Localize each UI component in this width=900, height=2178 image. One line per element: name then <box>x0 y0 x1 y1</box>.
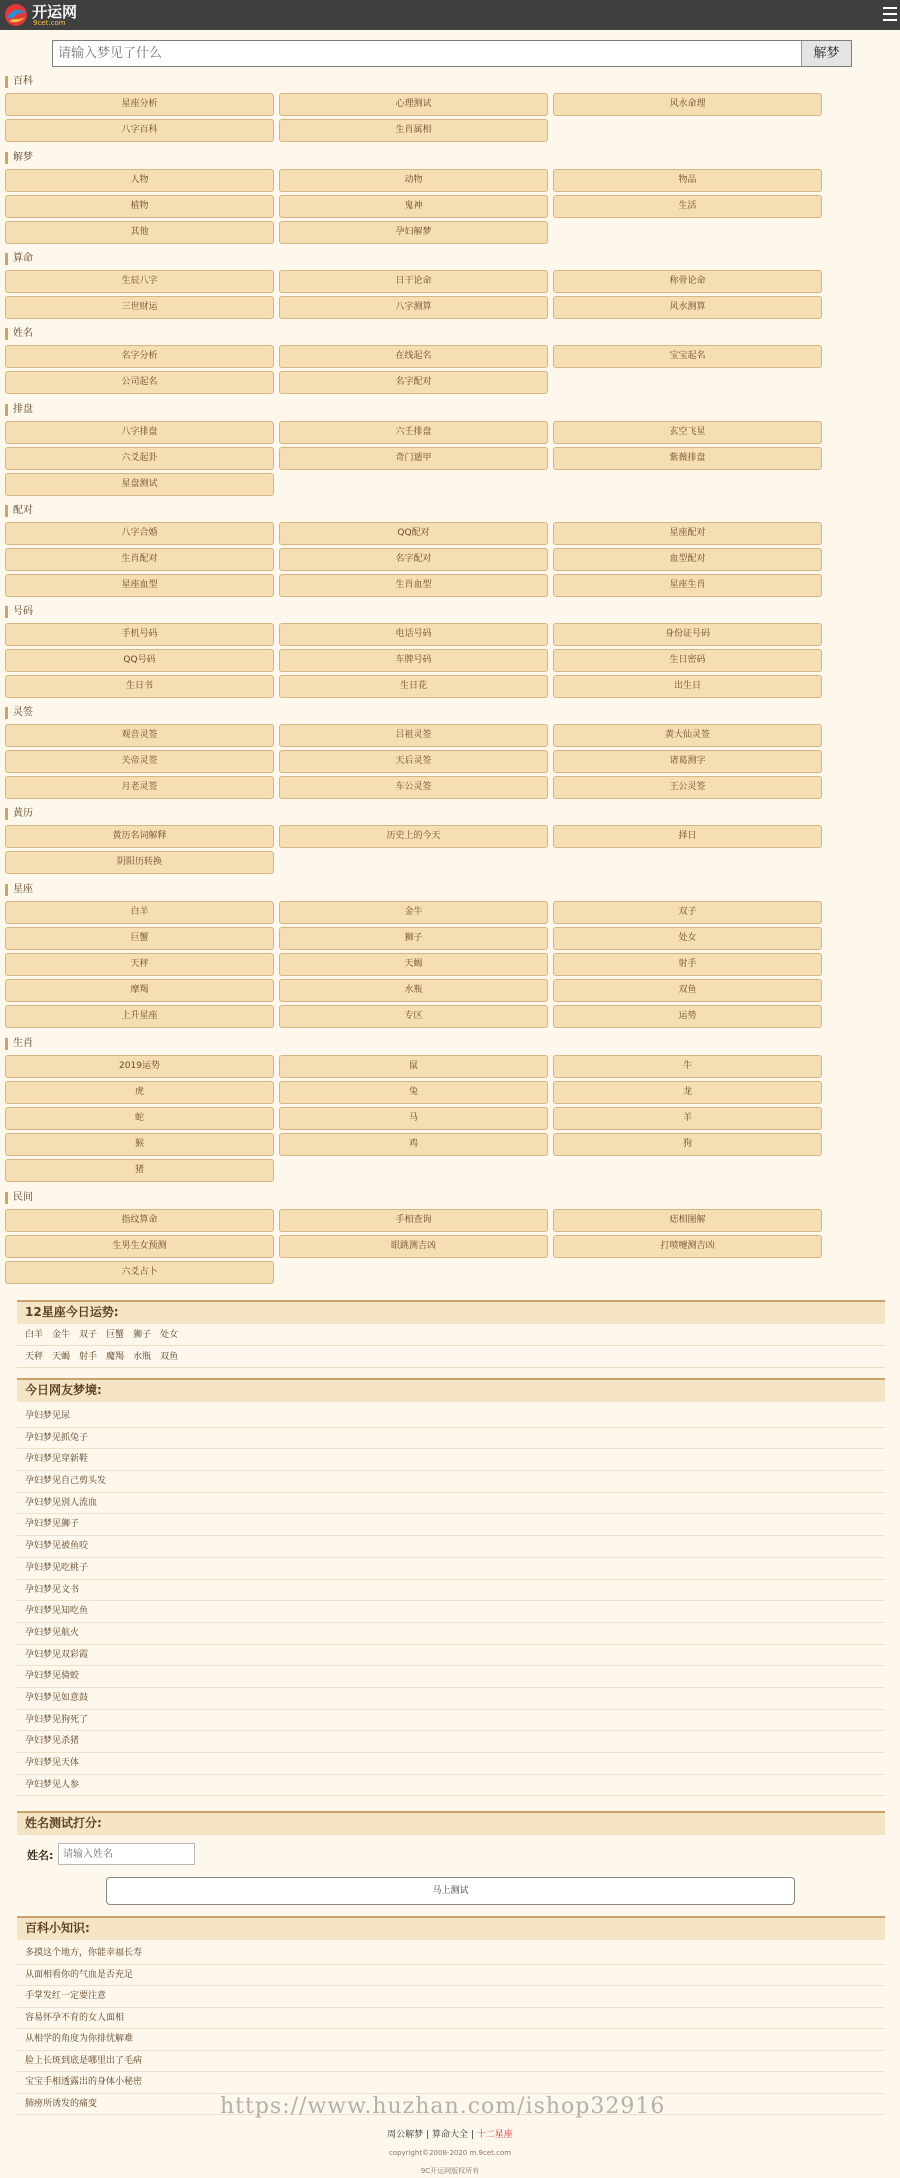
menu-bar <box>883 7 897 9</box>
category-link-button[interactable]: 月老灵签 <box>5 776 274 799</box>
name-test-button[interactable]: 马上测试 <box>106 1877 795 1905</box>
dream-search-form <box>52 40 852 67</box>
category-link-button[interactable]: 生日书 <box>5 675 274 698</box>
category-grid <box>5 345 822 394</box>
category-link-button[interactable]: 痣相图解 <box>553 1209 822 1232</box>
dream-list-item[interactable]: 孕妇梦见被鱼咬 <box>17 1536 885 1558</box>
dream-list-item[interactable]: 孕妇梦见抓兔子 <box>17 1428 885 1450</box>
category-section <box>5 328 822 394</box>
category-link-button[interactable]: 鸡 <box>279 1133 548 1156</box>
knowledge-list-item[interactable]: 手掌发红一定要注意 <box>17 1986 885 2008</box>
knowledge-list-item[interactable]: 肺痨所诱发的痛变 <box>17 2094 885 2116</box>
category-section-title: 生肖 <box>5 1038 822 1050</box>
category-link-button[interactable]: 鼠 <box>279 1055 548 1078</box>
footer-link-dream[interactable]: 周公解梦 <box>387 2130 424 2140</box>
category-link-button[interactable]: 星座生肖 <box>553 574 822 597</box>
zodiac-sign-link[interactable]: 魔羯 <box>106 1352 125 1362</box>
category-section-title: 排盘 <box>5 404 822 416</box>
menu-bar <box>883 13 897 15</box>
category-link-button[interactable]: 处女 <box>553 927 822 950</box>
category-link-button[interactable]: 马 <box>279 1107 548 1130</box>
dream-list-item[interactable]: 孕妇梦见狗死了 <box>17 1710 885 1732</box>
category-link-button[interactable]: 眼跳测吉凶 <box>279 1235 548 1258</box>
menu-bar <box>883 19 897 21</box>
zodiac-sign-link[interactable]: 天秤 <box>25 1352 44 1362</box>
category-link-button[interactable]: 打喷嚏测吉凶 <box>553 1235 822 1258</box>
knowledge-title: 百科小知识: <box>17 1916 885 1940</box>
category-section <box>5 606 822 698</box>
category-link-button[interactable]: 诸葛测字 <box>553 750 822 773</box>
category-link-button[interactable]: 公司起名 <box>5 371 274 394</box>
category-link-button[interactable]: 运势 <box>553 1005 822 1028</box>
category-link-button[interactable]: 天后灵签 <box>279 750 548 773</box>
category-section-title: 百科 <box>5 76 822 88</box>
copyright-text: copyright©2008-2020 m.9cet.com <box>388 2149 512 2157</box>
category-grid <box>5 724 822 799</box>
category-link-button[interactable]: 上升星座 <box>5 1005 274 1028</box>
category-link-button[interactable]: 狗 <box>553 1133 822 1156</box>
category-grid <box>5 270 822 319</box>
category-link-button[interactable]: 植物 <box>5 195 274 218</box>
category-link-button[interactable]: 星座分析 <box>5 93 274 116</box>
category-link-button[interactable]: 风水测算 <box>553 296 822 319</box>
zodiac-sign-link[interactable]: 狮子 <box>133 1330 152 1340</box>
category-link-button[interactable]: 虎 <box>5 1081 274 1104</box>
category-section-title: 配对 <box>5 505 822 517</box>
dream-list-item[interactable]: 孕妇梦见知吃鱼 <box>17 1601 885 1623</box>
category-link-button[interactable]: 风水命理 <box>553 93 822 116</box>
category-grid <box>5 623 822 698</box>
category-link-button[interactable]: 兔 <box>279 1081 548 1104</box>
knowledge-list-item[interactable]: 宝宝手相透露出的身体小秘密 <box>17 2072 885 2094</box>
category-link-button[interactable]: 紫薇排盘 <box>553 447 822 470</box>
category-link-button[interactable]: 鬼神 <box>279 195 548 218</box>
category-link-button[interactable]: 射手 <box>553 953 822 976</box>
category-link-button[interactable]: 择日 <box>553 825 822 848</box>
category-link-button[interactable]: 摩羯 <box>5 979 274 1002</box>
category-link-button[interactable]: 玄空飞星 <box>553 421 822 444</box>
zodiac-sign-link[interactable]: 双子 <box>79 1330 98 1340</box>
category-link-button[interactable]: 黄历名词解释 <box>5 825 274 848</box>
category-link-button[interactable]: 六爻起卦 <box>5 447 274 470</box>
top-bar <box>0 0 900 30</box>
dream-list-item[interactable]: 孕妇梦见人参 <box>17 1775 885 1797</box>
category-link-button[interactable]: 巨蟹 <box>5 927 274 950</box>
dream-list-item[interactable]: 孕妇梦见别人流血 <box>17 1493 885 1515</box>
category-link-button[interactable]: 白羊 <box>5 901 274 924</box>
category-link-button[interactable]: 牛 <box>553 1055 822 1078</box>
owner-text: 9C开运网版权所有 <box>420 2167 480 2175</box>
category-link-button[interactable]: 双鱼 <box>553 979 822 1002</box>
dream-list-item[interactable]: 孕妇梦见吃桃子 <box>17 1558 885 1580</box>
category-link-button[interactable]: 生活 <box>553 195 822 218</box>
category-link-button[interactable]: 宝宝起名 <box>553 345 822 368</box>
category-link-button[interactable]: 八字合婚 <box>5 522 274 545</box>
footer-link-zodiac[interactable]: 十二星座 <box>476 2130 513 2140</box>
knowledge-list-item[interactable]: 从面相看你的气血是否充足 <box>17 1965 885 1987</box>
zodiac-sign-link[interactable]: 巨蟹 <box>106 1330 125 1340</box>
category-section-title: 民间 <box>5 1192 822 1204</box>
category-section <box>5 884 822 1028</box>
category-link-button[interactable]: 历史上的今天 <box>279 825 548 848</box>
category-section <box>5 404 822 496</box>
category-section-title: 姓名 <box>5 328 822 340</box>
zodiac-sign-link[interactable]: 水瓶 <box>133 1352 152 1362</box>
category-section-title: 号码 <box>5 606 822 618</box>
knowledge-list-item[interactable]: 容易怀孕不育的女人面相 <box>17 2008 885 2030</box>
zodiac-sign-link[interactable]: 天蝎 <box>52 1352 71 1362</box>
category-link-button[interactable]: 三世财运 <box>5 296 274 319</box>
zodiac-sign-link[interactable]: 金牛 <box>52 1330 71 1340</box>
dream-list-item[interactable]: 孕妇梦见双彩霞 <box>17 1645 885 1667</box>
category-link-button[interactable]: 出生日 <box>553 675 822 698</box>
category-link-button[interactable]: 观音灵签 <box>5 724 274 747</box>
category-section <box>5 152 822 244</box>
dream-list-item[interactable]: 孕妇梦见如意鼓 <box>17 1688 885 1710</box>
category-link-button[interactable]: 手机号码 <box>5 623 274 646</box>
footer-separator: | <box>470 2130 474 2140</box>
category-link-button[interactable]: 蛇 <box>5 1107 274 1130</box>
category-section <box>5 808 822 874</box>
category-link-button[interactable]: 双子 <box>553 901 822 924</box>
category-link-button[interactable]: 生肖血型 <box>279 574 548 597</box>
horoscope-row <box>17 1346 885 1368</box>
category-link-button[interactable]: QQ配对 <box>279 522 548 545</box>
zodiac-sign-link[interactable]: 双鱼 <box>160 1352 179 1362</box>
category-link-button[interactable]: 吕祖灵签 <box>279 724 548 747</box>
category-section <box>5 707 822 799</box>
category-link-button[interactable]: 指纹算命 <box>5 1209 274 1232</box>
knowledge-list-item[interactable]: 脸上长斑到底是哪里出了毛病 <box>17 2051 885 2073</box>
dream-list-item[interactable]: 孕妇梦见穿新鞋 <box>17 1449 885 1471</box>
category-link-button[interactable]: 羊 <box>553 1107 822 1130</box>
horoscope-row <box>17 1324 885 1346</box>
category-grid <box>5 421 822 496</box>
category-link-button[interactable]: 六爻占卜 <box>5 1261 274 1284</box>
dream-search-button[interactable]: 解梦 <box>801 41 851 66</box>
category-link-button[interactable]: 黄大仙灵签 <box>553 724 822 747</box>
category-grid <box>5 901 822 1028</box>
category-link-button[interactable]: 生日密码 <box>553 649 822 672</box>
zodiac-sign-link[interactable]: 射手 <box>79 1352 98 1362</box>
category-grid <box>5 522 822 597</box>
category-link-button[interactable]: 血型配对 <box>553 548 822 571</box>
knowledge-list-item[interactable]: 多摸这个地方，你能幸福长寿 <box>17 1943 885 1965</box>
category-link-button[interactable]: 猪 <box>5 1159 274 1182</box>
category-link-button[interactable]: 星座血型 <box>5 574 274 597</box>
category-section <box>5 253 822 319</box>
logo-text: 开运网 <box>32 3 78 21</box>
category-link-button[interactable]: 六壬排盘 <box>279 421 548 444</box>
category-link-button[interactable]: 关帝灵签 <box>5 750 274 773</box>
horoscope-panel <box>17 1300 885 1368</box>
dreams-panel <box>17 1378 885 1796</box>
category-link-button[interactable]: 名字配对 <box>279 548 548 571</box>
category-link-button[interactable]: 其他 <box>5 221 274 244</box>
footer-links <box>0 2127 900 2140</box>
category-link-button[interactable]: 孕妇解梦 <box>279 221 548 244</box>
category-link-button[interactable]: 星盘测试 <box>5 473 274 496</box>
category-section <box>5 505 822 597</box>
logo-domain: 9cet.com <box>33 19 66 27</box>
category-section-title: 算命 <box>5 253 822 265</box>
watermark-text: https://www.huzhan.com/ishop32916 <box>220 2094 666 2119</box>
dream-list <box>17 1402 885 1796</box>
category-link-button[interactable]: 车牌号码 <box>279 649 548 672</box>
category-link-button[interactable]: 称骨论命 <box>553 270 822 293</box>
category-grid <box>5 1055 822 1182</box>
category-grid <box>5 93 822 142</box>
category-link-button[interactable]: 生日花 <box>279 675 548 698</box>
category-link-button[interactable]: 生辰八字 <box>5 270 274 293</box>
hamburger-menu-icon[interactable] <box>883 7 897 23</box>
dreams-title: 今日网友梦境: <box>17 1378 885 1402</box>
knowledge-list <box>17 1940 885 2115</box>
horoscope-title: 12星座今日运势: <box>17 1300 885 1324</box>
dream-list-item[interactable]: 孕妇梦见尿 <box>17 1406 885 1428</box>
knowledge-list-item[interactable]: 从相学的角度为你排忧解难 <box>17 2029 885 2051</box>
zodiac-sign-link[interactable]: 处女 <box>160 1330 179 1340</box>
category-link-button[interactable]: 专区 <box>279 1005 548 1028</box>
category-link-button[interactable]: 金牛 <box>279 901 548 924</box>
category-link-button[interactable]: 生男生女预测 <box>5 1235 274 1258</box>
dream-search-input[interactable] <box>53 41 801 66</box>
category-link-button[interactable]: 电话号码 <box>279 623 548 646</box>
name-test-title: 姓名测试打分: <box>17 1811 885 1835</box>
category-section <box>5 1038 822 1182</box>
category-link-button[interactable]: 龙 <box>553 1081 822 1104</box>
category-link-button[interactable]: 猴 <box>5 1133 274 1156</box>
site-logo[interactable] <box>4 3 76 27</box>
category-link-button[interactable]: 车公灵签 <box>279 776 548 799</box>
category-link-button[interactable]: 人物 <box>5 169 274 192</box>
category-link-button[interactable]: 阴阳历转换 <box>5 851 274 874</box>
dream-list-item[interactable]: 孕妇梦见狮子 <box>17 1514 885 1536</box>
dream-list-item[interactable]: 孕妇梦见骑蛟 <box>17 1666 885 1688</box>
category-link-button[interactable]: 名字分析 <box>5 345 274 368</box>
name-input[interactable] <box>58 1843 195 1865</box>
category-link-button[interactable]: 在线起名 <box>279 345 548 368</box>
category-link-button[interactable]: 水瓶 <box>279 979 548 1002</box>
dream-list-item[interactable]: 孕妇梦见文书 <box>17 1580 885 1602</box>
category-link-button[interactable]: 名字配对 <box>279 371 548 394</box>
category-link-button[interactable]: 心理测试 <box>279 93 548 116</box>
category-link-button[interactable]: 八字排盘 <box>5 421 274 444</box>
category-section <box>5 1192 822 1284</box>
dream-list-item[interactable]: 孕妇梦见杀猪 <box>17 1731 885 1753</box>
category-link-button[interactable]: 物品 <box>553 169 822 192</box>
name-label: 姓名: <box>27 1849 54 1862</box>
category-link-button[interactable]: 八字百科 <box>5 119 274 142</box>
footer-link-fortune[interactable]: 算命大全 <box>431 2130 468 2140</box>
category-link-button[interactable]: 天秤 <box>5 953 274 976</box>
category-link-button[interactable]: 狮子 <box>279 927 548 950</box>
dream-list-item[interactable]: 孕妇梦见天体 <box>17 1753 885 1775</box>
category-link-button[interactable]: 手相查询 <box>279 1209 548 1232</box>
category-section-title: 黄历 <box>5 808 822 820</box>
category-link-button[interactable]: 奇门遁甲 <box>279 447 548 470</box>
category-link-button[interactable]: QQ号码 <box>5 649 274 672</box>
zodiac-sign-link[interactable]: 白羊 <box>25 1330 44 1340</box>
footer-separator: | <box>426 2130 430 2140</box>
knowledge-panel <box>17 1916 885 2115</box>
category-link-button[interactable]: 八字测算 <box>279 296 548 319</box>
category-link-button[interactable]: 身份证号码 <box>553 623 822 646</box>
category-link-button[interactable]: 星座配对 <box>553 522 822 545</box>
category-link-button[interactable]: 生肖属相 <box>279 119 548 142</box>
category-section <box>5 76 822 142</box>
category-link-button[interactable]: 天蝎 <box>279 953 548 976</box>
category-section-title: 灵签 <box>5 707 822 719</box>
name-test-panel <box>17 1811 885 1915</box>
category-link-button[interactable]: 2019运势 <box>5 1055 274 1078</box>
category-section-title: 解梦 <box>5 152 822 164</box>
dream-list-item[interactable]: 孕妇梦见自己剪头发 <box>17 1471 885 1493</box>
category-grid <box>5 825 822 874</box>
category-grid <box>5 1209 822 1284</box>
category-grid <box>5 169 822 244</box>
category-link-button[interactable]: 王公灵签 <box>553 776 822 799</box>
category-link-button[interactable]: 动物 <box>279 169 548 192</box>
logo-swirl-icon <box>4 3 30 27</box>
dream-list-item[interactable]: 孕妇梦见航火 <box>17 1623 885 1645</box>
category-section-title: 星座 <box>5 884 822 896</box>
category-link-button[interactable]: 日干论命 <box>279 270 548 293</box>
category-link-button[interactable]: 生肖配对 <box>5 548 274 571</box>
